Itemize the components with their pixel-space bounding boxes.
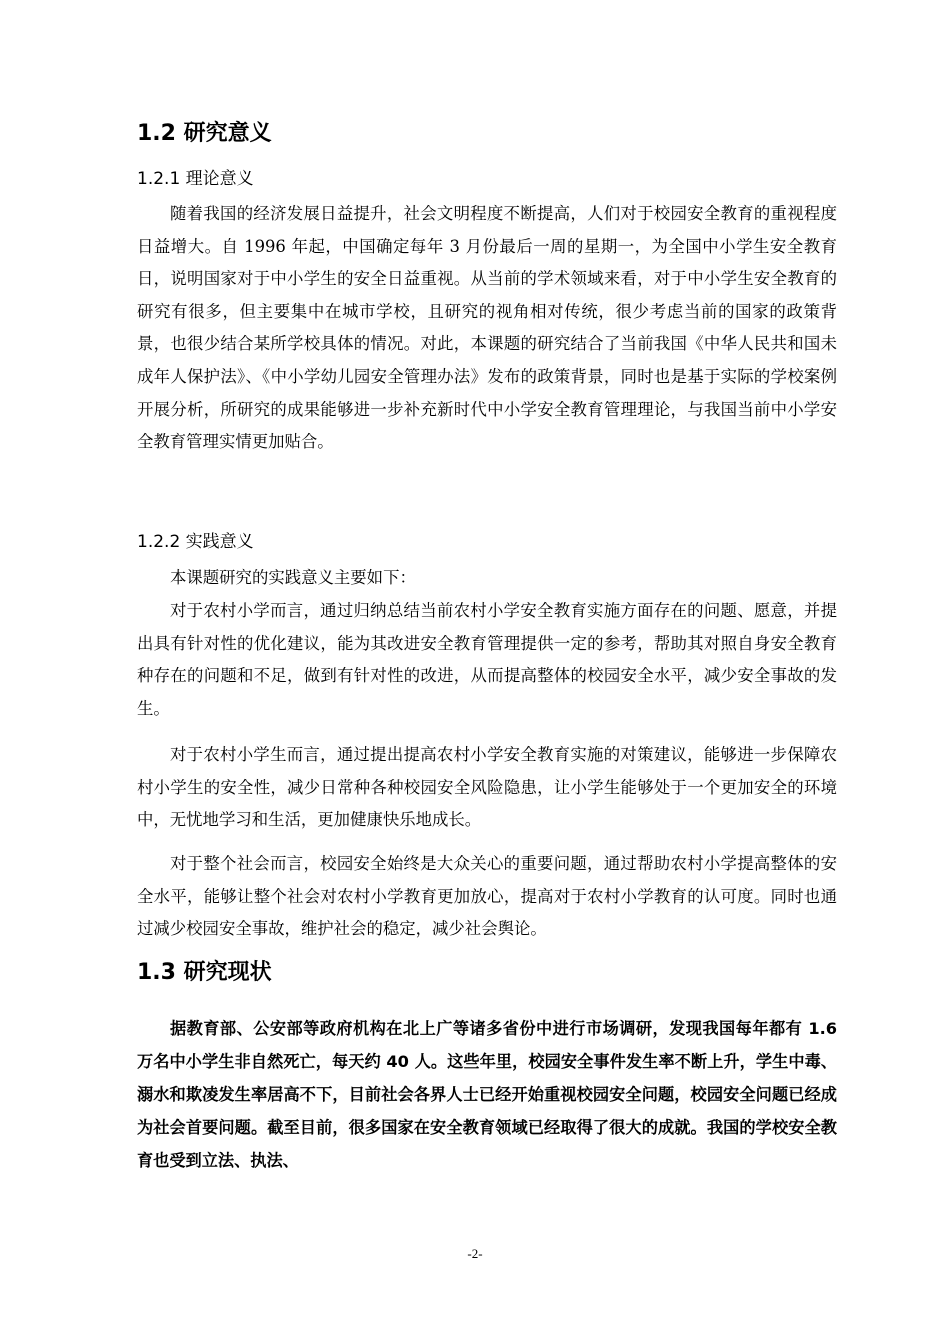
page-number: -2- <box>467 1246 483 1261</box>
paragraph-practice-student: 对于农村小学生而言，通过提出提高农村小学安全教育实施的对策建议，能够进一步保障农村小学生的安全性，减少日常种各种校园安全风险隐患，让小学生能够处于一个更加安全的环境中，无忧地学习和生活，更加健康快乐地成长。 <box>137 745 837 830</box>
paragraph-practice-school: 对于农村小学而言，通过归纳总结当前农村小学安全教育实施方面存在的问题、愿意，并提出具有针对性的优化建议，能为其改进安全教育管理提供一定的参考，帮助其对照自身安全教育种存在的问题和不足，做到有针对性的改进，从而提高整体的校园安全水平，减少安全事故的发生。 <box>137 601 837 718</box>
paragraph-practice-intro: 本课题研究的实践意义主要如下： <box>170 568 416 587</box>
paragraph-practice-society: 对于整个社会而言，校园安全始终是大众关心的重要问题，通过帮助农村小学提高整体的安全水平，能够让整个社会对农村小学教育更加放心，提高对于农村小学教育的认可度。同时也通过减少校园安全事故，维护社会的稳定，减少社会舆论。 <box>137 854 837 939</box>
section-heading-1-2: 1.2 研究意义 <box>137 121 272 146</box>
section-heading-1-2-2: 1.2.2 实践意义 <box>137 532 254 552</box>
paragraph-status: 据教育部、公安部等政府机构在北上广等诸多省份中进行市场调研，发现我国每年都有 1.6 万名中小学生非自然死亡，每天约 40 人。这些年里，校园安全事件发生率不断上升，学生中毒、溺水和欺凌发生率居高不下，目前社会各界人士已经开始重视校园安全问题，校园安全问题已经成为社会首要问题。截至目前，很多国家在安全教育领域已经取得了很大的成就。我国的学校安全教育也受到立法、执法、 <box>137 1019 837 1170</box>
section-heading-1-3: 1.3 研究现状 <box>137 960 272 985</box>
section-heading-1-2-1: 1.2.1 理论意义 <box>137 169 254 189</box>
paragraph-theory: 随着我国的经济发展日益提升，社会文明程度不断提高，人们对于校园安全教育的重视程度日益增大。自 1996 年起，中国确定每年 3 月份最后一周的星期一，为全国中小学生安全教育日，说明国家对于中小学生的安全日益重视。从当前的学术领域来看，对于中小学生安全教育的研究有很多，但主要集中在城市学校，且研究的视角相对传统，很少考虑当前的国家的政策背景，也很少结合某所学校具体的情况。对此，本课题的研究结合了当前我国《中华人民共和国未成年人保护法》、《中小学幼儿园安全管理办法》发布的政策背景，同时也是基于实际的学校案例开展分析，所研究的成果能够进一步补充新时代中小学安全教育管理理论，与我国当前中小学安全教育管理实情更加贴合。 <box>137 204 837 452</box>
